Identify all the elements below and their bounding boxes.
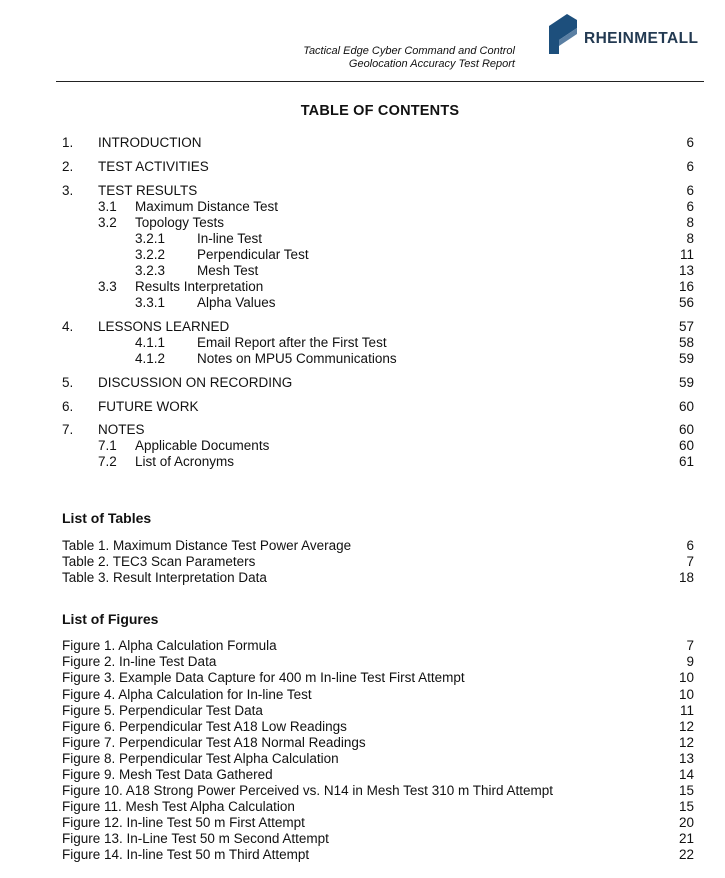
toc-entry-title: Mesh Test (197, 263, 259, 278)
toc-entry-title: Perpendicular Test (197, 247, 309, 262)
figure-entry-page: 15 (678, 799, 694, 814)
toc-heading: TABLE OF CONTENTS (300, 103, 460, 119)
toc-entry-page: 60 (678, 399, 694, 414)
toc-entry-title: Maximum Distance Test (135, 199, 279, 214)
table-entry-title: Table 1. Maximum Distance Test Power Average (62, 538, 352, 553)
toc-entry-page: 60 (678, 438, 694, 453)
figure-entry-title: Figure 8. Perpendicular Test Alpha Calculation (62, 751, 339, 766)
toc-entry[interactable] (0, 215, 725, 231)
toc-entry[interactable] (0, 375, 725, 391)
toc-entry[interactable] (0, 422, 725, 438)
figure-list-entry[interactable] (0, 767, 725, 783)
figure-entry-title: Figure 13. In-Line Test 50 m Second Attempt (62, 831, 329, 846)
toc-entry[interactable] (0, 199, 725, 215)
figure-list-entry[interactable] (0, 703, 725, 719)
figure-list-entry[interactable] (0, 638, 725, 654)
table-list-entry[interactable] (0, 554, 725, 570)
header-divider (56, 81, 704, 82)
toc-entry-number: 4.1.2 (135, 351, 166, 366)
toc-entry-page: 56 (678, 295, 694, 310)
toc-entry-number: 3.3.1 (135, 295, 166, 310)
toc-entry[interactable] (0, 247, 725, 263)
table-list-entry[interactable] (0, 570, 725, 586)
toc-entry-title: Alpha Values (197, 295, 276, 310)
toc-entry-title: Topology Tests (135, 215, 225, 230)
toc-entry-number: 7.2 (98, 454, 117, 469)
toc-entry[interactable] (0, 438, 725, 454)
toc-entry[interactable] (0, 295, 725, 311)
toc-entry-page: 6 (686, 199, 694, 214)
toc-entry-page: 13 (678, 263, 694, 278)
figure-list-entry[interactable] (0, 654, 725, 670)
figure-entry-title: Figure 14. In-line Test 50 m Third Attempt (62, 847, 310, 862)
toc-entry[interactable] (0, 279, 725, 295)
table-entry-page: 18 (678, 570, 694, 585)
toc-entry-number: 2. (62, 159, 74, 174)
toc-entry-page: 8 (686, 215, 694, 230)
toc-entry-page: 60 (678, 422, 694, 437)
figure-entry-page: 22 (678, 847, 694, 862)
toc-entry-page: 6 (686, 183, 694, 198)
table-entry-page: 7 (686, 554, 694, 569)
rheinmetall-logo-icon (549, 14, 577, 54)
table-entry-page: 6 (686, 538, 694, 553)
toc-entry-number: 3.3 (98, 279, 117, 294)
header-title-line-1: Tactical Edge Cyber Command and Control (303, 45, 515, 57)
figure-entry-page: 12 (678, 719, 694, 734)
toc-entry-title: Applicable Documents (135, 438, 270, 453)
figure-list-entry[interactable] (0, 799, 725, 815)
toc-entry-number: 7. (62, 422, 74, 437)
toc-entry-title: DISCUSSION ON RECORDING (98, 375, 293, 390)
toc-entry-page: 6 (686, 135, 694, 150)
toc-entry[interactable] (0, 231, 725, 247)
toc-entry-title: TEST ACTIVITIES (98, 159, 209, 174)
toc-entry[interactable] (0, 319, 725, 335)
list-of-tables-heading: List of Tables (62, 510, 152, 526)
toc-entry-page: 16 (678, 279, 694, 294)
figure-entry-page: 20 (678, 815, 694, 830)
toc-entry[interactable] (0, 335, 725, 351)
figure-entry-title: Figure 5. Perpendicular Test Data (62, 703, 263, 718)
toc-entry-number: 3.2.1 (135, 231, 166, 246)
figure-entry-page: 13 (678, 751, 694, 766)
toc-entry-page: 61 (678, 454, 694, 469)
toc-entry[interactable] (0, 135, 725, 151)
toc-entry-number: 1. (62, 135, 74, 150)
figure-list-entry[interactable] (0, 783, 725, 799)
figure-entry-page: 15 (678, 783, 694, 798)
toc-entry-title: Notes on MPU5 Communications (197, 351, 397, 366)
toc-entry[interactable] (0, 263, 725, 279)
figure-entry-title: Figure 4. Alpha Calculation for In-line Test (62, 687, 312, 702)
figure-entry-title: Figure 3. Example Data Capture for 400 m In-line Test First Attempt (62, 670, 465, 685)
figure-list-entry[interactable] (0, 719, 725, 735)
figure-entry-page: 7 (686, 638, 694, 653)
figure-entry-page: 10 (678, 687, 694, 702)
toc-entry[interactable] (0, 399, 725, 415)
figure-entry-page: 14 (678, 767, 694, 782)
toc-entry-title: NOTES (98, 422, 145, 437)
list-of-figures-heading: List of Figures (62, 611, 159, 627)
figure-entry-title: Figure 12. In-line Test 50 m First Attempt (62, 815, 305, 830)
toc-entry-number: 4. (62, 319, 74, 334)
toc-entry-title: Results Interpretation (135, 279, 264, 294)
figure-list-entry[interactable] (0, 751, 725, 767)
toc-entry-page: 11 (679, 247, 694, 262)
toc-entry-number: 5. (62, 375, 74, 390)
toc-entry-page: 57 (678, 319, 694, 334)
toc-entry-number: 7.1 (98, 438, 117, 453)
figure-entry-page: 10 (678, 670, 694, 685)
toc-entry-page: 6 (686, 159, 694, 174)
toc-entry-title: TEST RESULTS (98, 183, 198, 198)
toc-entry-page: 59 (678, 375, 694, 390)
toc-entry[interactable] (0, 454, 725, 470)
figure-entry-title: Figure 1. Alpha Calculation Formula (62, 638, 277, 653)
table-list-entry[interactable] (0, 538, 725, 554)
figure-entry-page: 9 (686, 654, 694, 669)
figure-list-entry[interactable] (0, 687, 725, 703)
toc-entry-number: 3.2.2 (135, 247, 166, 262)
toc-entry-title: LESSONS LEARNED (98, 319, 230, 334)
toc-entry-number: 3.1 (98, 199, 117, 214)
toc-entry-number: 6. (62, 399, 74, 414)
logo-wordmark: RHEINMETALL (584, 30, 699, 47)
toc-entry-title: List of Acronyms (135, 454, 235, 469)
figure-entry-title: Figure 2. In-line Test Data (62, 654, 217, 669)
toc-entry-title: Email Report after the First Test (197, 335, 387, 350)
figure-entry-title: Figure 11. Mesh Test Alpha Calculation (62, 799, 295, 814)
figure-entry-title: Figure 9. Mesh Test Data Gathered (62, 767, 273, 782)
figure-entry-page: 12 (678, 735, 694, 750)
figure-list-entry[interactable] (0, 847, 725, 863)
toc-entry-title: FUTURE WORK (98, 399, 199, 414)
figure-entry-title: Figure 6. Perpendicular Test A18 Low Readings (62, 719, 347, 734)
figure-list-entry[interactable] (0, 670, 725, 686)
table-entry-title: Table 2. TEC3 Scan Parameters (62, 554, 256, 569)
figure-entry-page: 21 (678, 831, 694, 846)
header-title-line-2: Geolocation Accuracy Test Report (348, 58, 515, 70)
toc-entry-page: 58 (678, 335, 694, 350)
figure-entry-title: Figure 7. Perpendicular Test A18 Normal Readings (62, 735, 366, 750)
toc-entry-title: In-line Test (197, 231, 263, 246)
figure-list-entry[interactable] (0, 831, 725, 847)
toc-entry-number: 3. (62, 183, 74, 198)
figure-list-entry[interactable] (0, 735, 725, 751)
toc-entry[interactable] (0, 183, 725, 199)
toc-entry[interactable] (0, 159, 725, 175)
toc-entry[interactable] (0, 351, 725, 367)
toc-entry-number: 3.2.3 (135, 263, 166, 278)
toc-entry-number: 4.1.1 (135, 335, 166, 350)
figure-list-entry[interactable] (0, 815, 725, 831)
toc-entry-number: 3.2 (98, 215, 117, 230)
figure-entry-title: Figure 10. A18 Strong Power Perceived vs. N14 in Mesh Test 310 m Third Attempt (62, 783, 553, 798)
figure-entry-page: 11 (679, 703, 694, 718)
toc-entry-page: 59 (678, 351, 694, 366)
toc-entry-title: INTRODUCTION (98, 135, 202, 150)
toc-entry-page: 8 (686, 231, 694, 246)
table-entry-title: Table 3. Result Interpretation Data (62, 570, 267, 585)
